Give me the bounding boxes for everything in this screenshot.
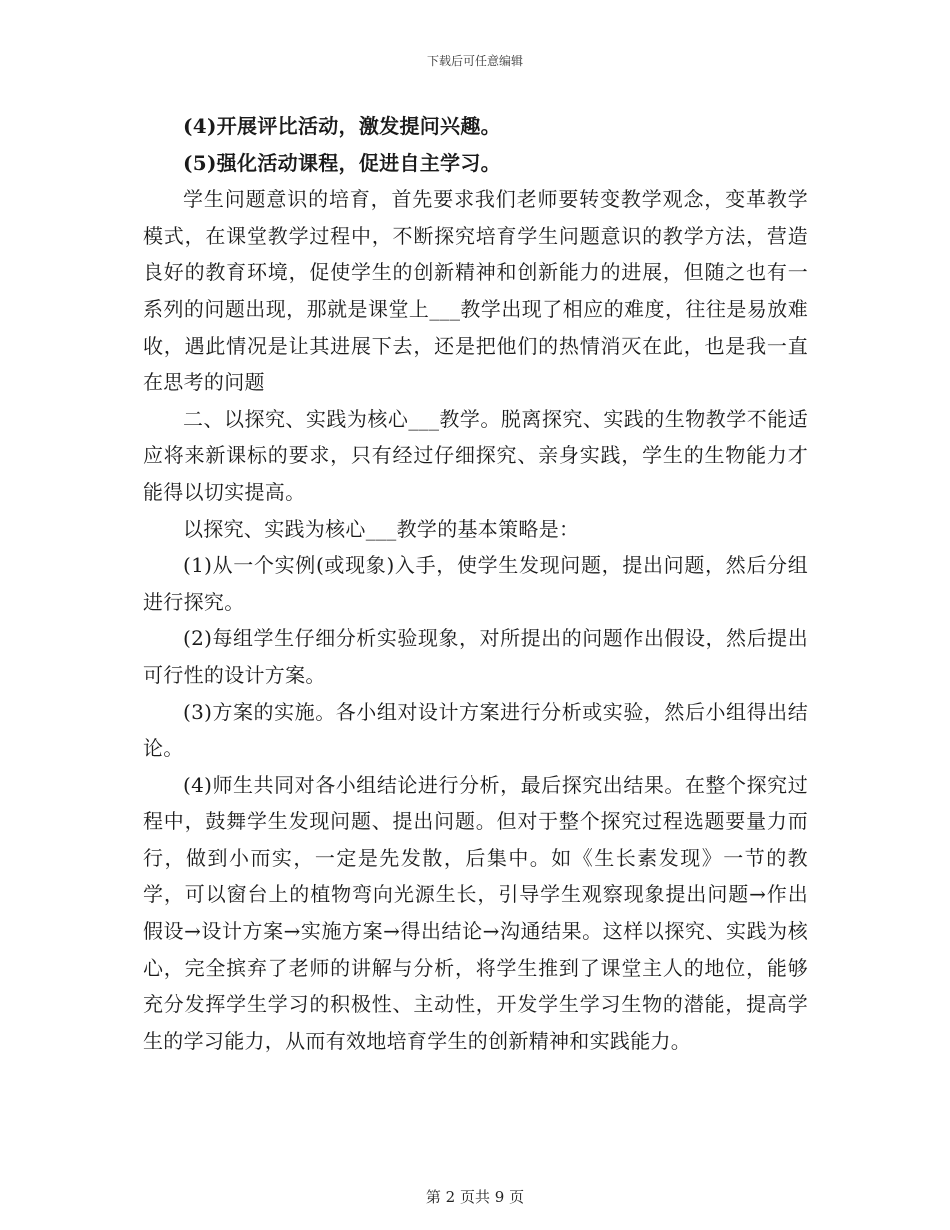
strategy-item-3: (3)方案的实施。各小组对设计方案进行分析或实验，然后小组得出结论。	[143, 699, 808, 761]
heading-item-5: (5)强化活动课程，促进自主学习。	[183, 150, 501, 175]
page-footer: 第 2 页共 9 页	[425, 1188, 525, 1206]
paragraph-strategy-intro: 以探究、实践为核心___教学的基本策略是：	[183, 516, 580, 541]
page-header: 下载后可任意编辑	[426, 54, 523, 68]
strategy-item-2: (2)每组学生仔细分析实验现象，对所提出的问题作出假设，然后提出可行性的设计方案。	[143, 626, 808, 687]
heading-item-4: (4)开展评比活动，激发提问兴趣。	[183, 114, 501, 138]
paragraph-section-two: 二、以探究、实践为核心___教学。脱离探究、实践的生物教学不能适应将来新课标的要求，只有经过仔细探究、亲身实践，学生的生物能力才能得以切实提高。	[143, 406, 808, 504]
document-body	[143, 108, 808, 1059]
strategy-item-1: (1)从一个实例(或现象)入手，使学生发现问题，提出问题，然后分组进行探究。	[143, 553, 808, 614]
paragraph-problem-awareness: 学生问题意识的培育，首先要求我们老师要转变教学观念，变革教学模式，在课堂教学过程中，不断探究培育学生问题意识的教学方法，营造良好的教育环境，促使学生的创新精神和创新能力的进展，但随之也有一系列的问题出现，那就是课堂上___教学出现了相应的难度，往往是易放难收，遇此情况是让其进展下去，还是把他们的热情消灭在此，也是我一直在思考的问题	[143, 187, 808, 395]
strategy-item-4: (4)师生共同对各小组结论进行分析，最后探究出结果。在整个探究过程中，鼓舞学生发现问题、提出问题。但对于整个探究过程选题要量力而行，做到小而实，一定是先发散，后集中。如《生长素发现》一节的教学，可以窗台上的植物弯向光源生长，引导学生观察现象提出问题→作出假设→设计方案→实施方案→得出结论→沟通结果。这样以探究、实践为核心，完全摈弃了老师的讲解与分析，将学生推到了课堂主人的地位，能够充分发挥学生学习的积极性、主动性，开发学生学习生物的潜能，提高学生的学习能力，从而有效地培育学生的创新精神和实践能力。	[143, 772, 808, 1053]
